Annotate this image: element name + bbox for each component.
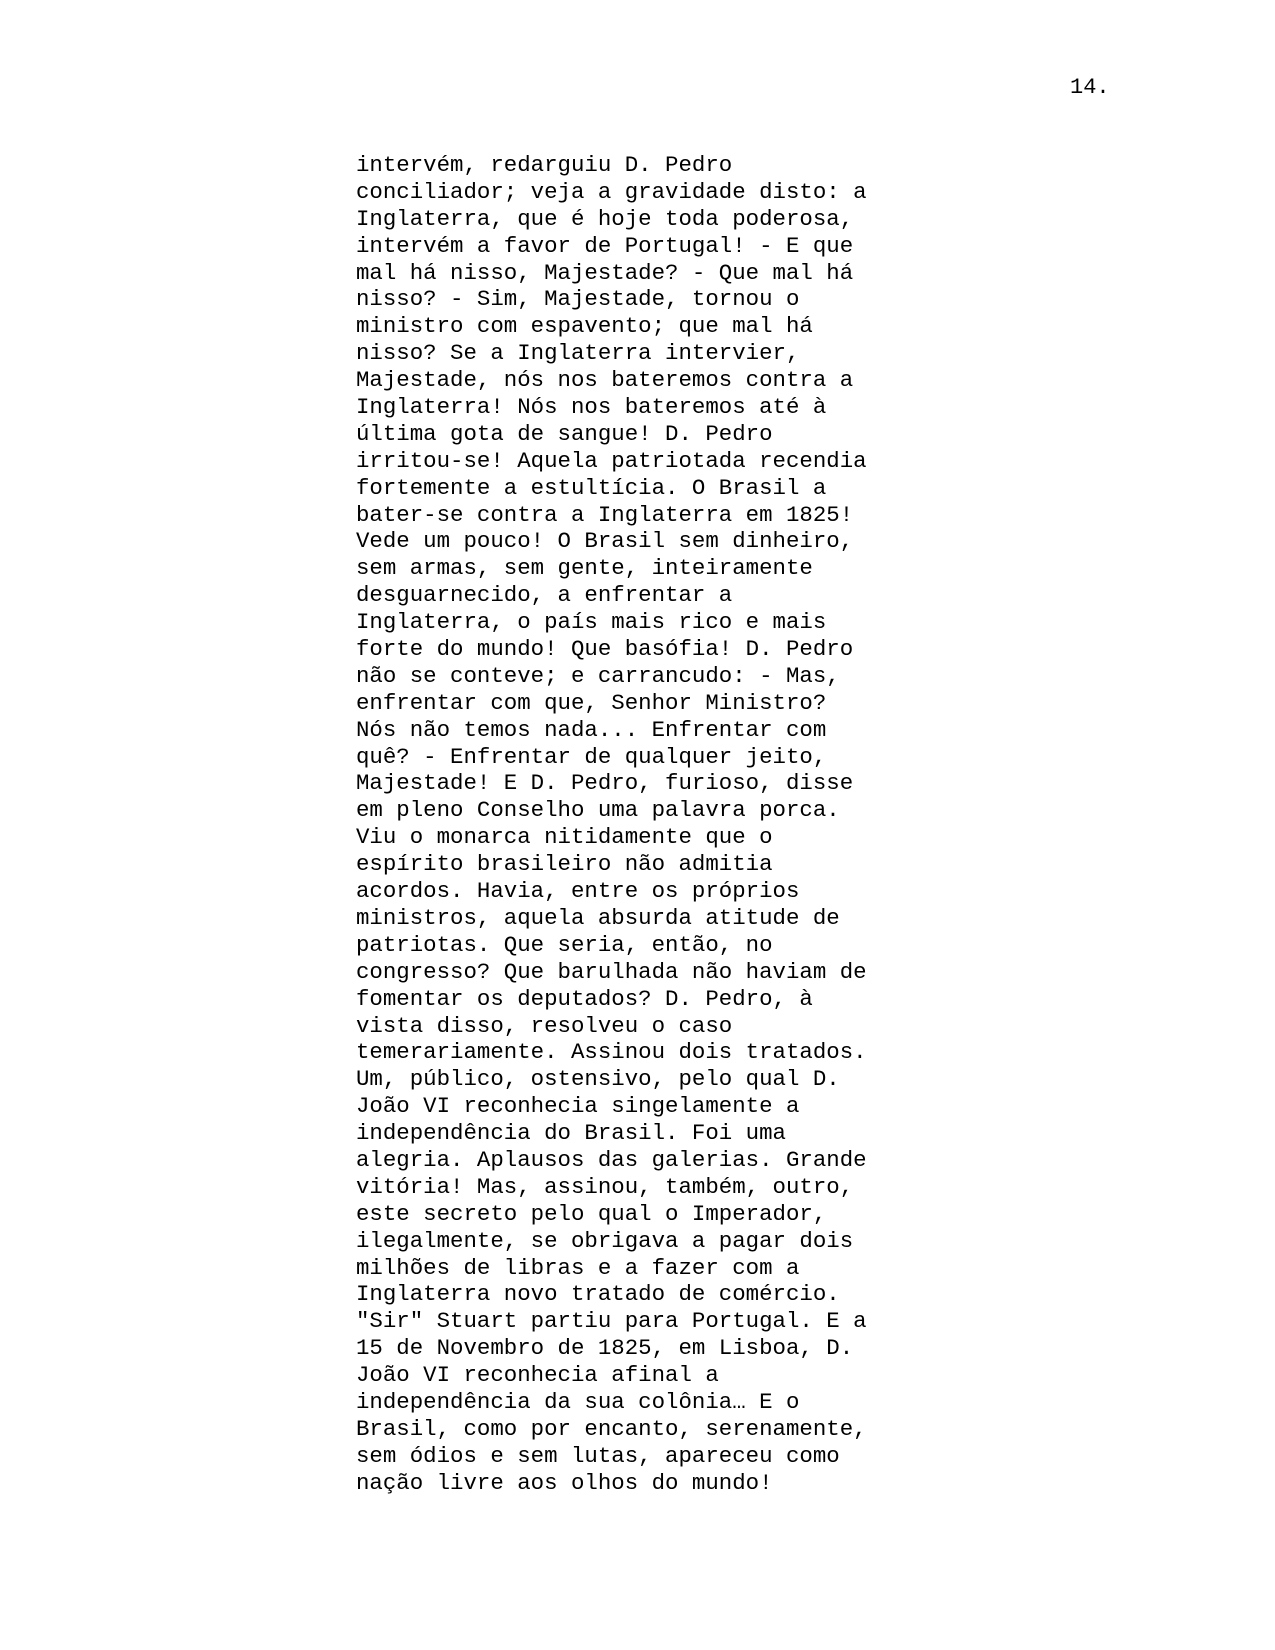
text-line: forte do mundo! Que basófia! D. Pedro <box>356 636 854 663</box>
text-line: sem ódios e sem lutas, apareceu como <box>356 1442 840 1469</box>
text-line: fomentar os deputados? D. Pedro, à <box>356 985 813 1012</box>
text-line: conciliador; veja a gravidade disto: a <box>356 178 867 205</box>
text-line: Um, público, ostensivo, pelo qual D. <box>356 1066 840 1093</box>
text-line: patriotas. Que seria, então, no <box>356 931 773 958</box>
text-line: Viu o monarca nitidamente que o <box>356 824 773 851</box>
text-line: Majestade, nós nos bateremos contra a <box>356 367 854 394</box>
text-line: ministro com espavento; que mal há <box>356 313 813 340</box>
text-line: Brasil, como por encanto, serenamente, <box>356 1415 867 1442</box>
text-line: "Sir" Stuart partiu para Portugal. E a <box>356 1308 867 1335</box>
text-line: Nós não temos nada... Enfrentar com <box>356 716 827 743</box>
text-line: ilegalmente, se obrigava a pagar dois <box>356 1227 854 1254</box>
text-line: milhões de libras e a fazer com a <box>356 1254 800 1281</box>
text-line: última gota de sangue! D. Pedro <box>356 420 773 447</box>
text-line: João VI reconhecia singelamente a <box>356 1093 800 1120</box>
text-line: irritou-se! Aquela patriotada recendia <box>356 447 867 474</box>
text-line: nisso? - Sim, Majestade, tornou o <box>356 286 800 313</box>
text-line: fortemente a estultícia. O Brasil a <box>356 474 827 501</box>
text-line: 15 de Novembro de 1825, em Lisboa, D. <box>356 1335 854 1362</box>
text-line: congresso? Que barulhada não haviam de <box>356 958 867 985</box>
text-line: alegria. Aplausos das galerias. Grande <box>356 1146 867 1173</box>
text-line: quê? - Enfrentar de qualquer jeito, <box>356 743 827 770</box>
text-line: sem armas, sem gente, inteiramente <box>356 555 813 582</box>
text-line: Majestade! E D. Pedro, furioso, disse <box>356 770 854 797</box>
text-line: nisso? Se a Inglaterra intervier, <box>356 340 800 367</box>
text-line: intervém a favor de Portugal! - E que <box>356 232 854 259</box>
body-text <box>356 152 956 1497</box>
text-line: Inglaterra novo tratado de comércio. <box>356 1281 840 1308</box>
text-line: espírito brasileiro não admitia <box>356 851 773 878</box>
text-line: temerariamente. Assinou dois tratados. <box>356 1039 867 1066</box>
text-line: Inglaterra, o país mais rico e mais <box>356 609 827 636</box>
text-line: enfrentar com que, Senhor Ministro? <box>356 689 827 716</box>
text-line: desguarnecido, a enfrentar a <box>356 582 733 609</box>
text-line: ministros, aquela absurda atitude de <box>356 904 840 931</box>
text-line: Inglaterra! Nós nos bateremos até à <box>356 394 827 421</box>
text-line: este secreto pelo qual o Imperador, <box>356 1200 827 1227</box>
text-line: nação livre aos olhos do mundo! <box>356 1469 773 1496</box>
page-number: 14. <box>1070 75 1110 100</box>
text-line: vista disso, resolveu o caso <box>356 1012 733 1039</box>
text-line: não se conteve; e carrancudo: - Mas, <box>356 662 840 689</box>
text-line: Vede um pouco! O Brasil sem dinheiro, <box>356 528 854 555</box>
text-line: independência do Brasil. Foi uma <box>356 1120 786 1147</box>
text-line: independência da sua colônia… E o <box>356 1388 800 1415</box>
text-line: João VI reconhecia afinal a <box>356 1362 719 1389</box>
text-line: Inglaterra, que é hoje toda poderosa, <box>356 205 854 232</box>
text-line: vitória! Mas, assinou, também, outro, <box>356 1173 854 1200</box>
text-line: acordos. Havia, entre os próprios <box>356 878 800 905</box>
text-line: intervém, redarguiu D. Pedro <box>356 152 733 178</box>
text-line: bater-se contra a Inglaterra em 1825! <box>356 501 854 528</box>
text-line: em pleno Conselho uma palavra porca. <box>356 797 840 824</box>
text-line: mal há nisso, Majestade? - Que mal há <box>356 259 854 286</box>
